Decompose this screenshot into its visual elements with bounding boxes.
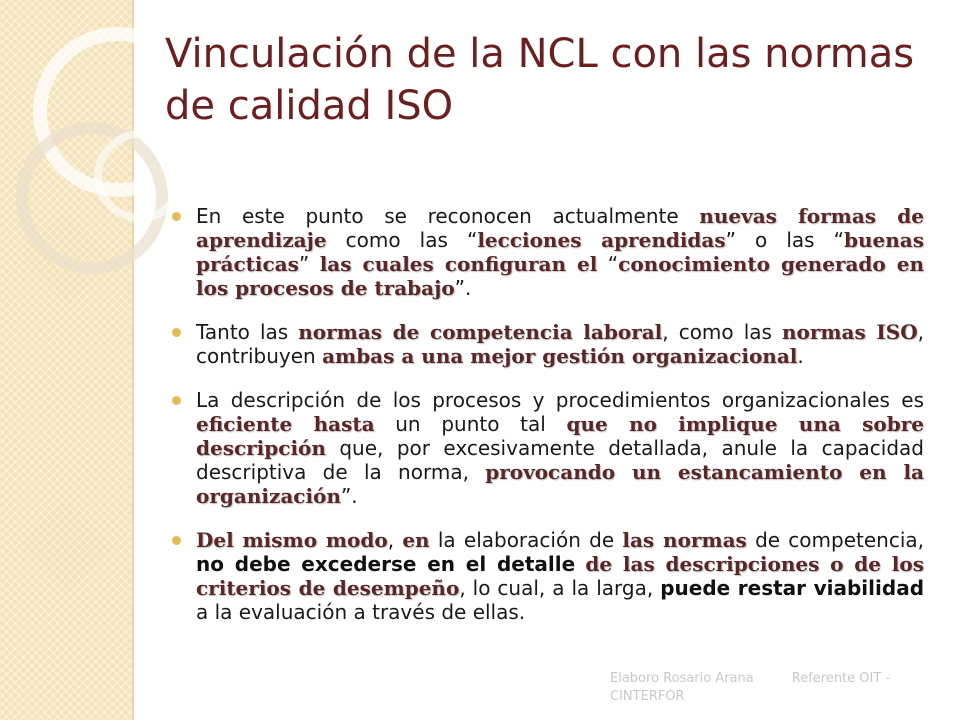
- bullet-text: la elaboración de: [429, 528, 623, 552]
- bullet-dot-icon: [172, 536, 181, 545]
- bullet-text: La descripción de los procesos y procedimientos organizacionales es: [196, 388, 924, 412]
- bullet-emphasis: conocimiento generado en los procesos de trabajo: [196, 252, 925, 300]
- bullet-text: ”: [298, 252, 320, 276]
- bullet-emphasis: provocando un estancamiento en la organización: [196, 460, 924, 508]
- slide-title: Vinculación de la NCL con las normas de calidad ISO: [165, 31, 915, 129]
- bullet-text: .: [797, 344, 804, 368]
- bullet-text: [575, 552, 585, 576]
- bullet-item: [172, 388, 924, 508]
- bullet-emphasis: eficiente hasta: [196, 412, 375, 436]
- bullet-text: En este punto se reconocen actualmente: [196, 204, 700, 228]
- bullet-text: ,: [387, 528, 403, 552]
- bullet-content: [172, 204, 924, 644]
- bullet-emphasis: las normas: [622, 528, 747, 552]
- footer-reference: Referente OIT - CINTERFOR: [610, 671, 891, 704]
- bullet-text: que, por excesivamente detallada, anule la capacidad descriptiva de la norma,: [196, 436, 924, 484]
- bullet-emphasis: que no implique una sobre descripción: [196, 412, 924, 460]
- bullet-emphasis: de las descripciones o de los criterios de desempeño: [196, 552, 924, 600]
- bullet-text: ”.: [454, 276, 472, 300]
- slide-footer: [610, 670, 910, 706]
- bullet-dot-icon: [172, 212, 181, 221]
- bullet-text: un punto tal: [374, 412, 567, 436]
- bullet-emphasis: no debe excederse en el detalle: [196, 552, 576, 576]
- bullet-emphasis: puede restar viabilidad: [660, 576, 925, 600]
- bullet-text: de competencia,: [746, 528, 925, 552]
- bullet-emphasis: normas ISO: [781, 320, 918, 344]
- footer-author: Elaboro Rosario Arana: [610, 671, 754, 686]
- bullet-emphasis: normas de competencia laboral: [298, 320, 663, 344]
- bullet-item: [172, 320, 924, 368]
- bullet-emphasis: las cuales configuran el: [319, 252, 598, 276]
- bullet-emphasis: en: [402, 528, 430, 552]
- bullet-text: , contribuyen: [196, 320, 924, 368]
- bullet-text: ”.: [340, 484, 358, 508]
- bullet-text: , lo cual, a la larga,: [459, 576, 661, 600]
- bullet-emphasis: Del mismo modo: [196, 528, 388, 552]
- bullet-list: [172, 204, 924, 624]
- bullet-text: , como las: [662, 320, 782, 344]
- bullet-emphasis: buenas prácticas: [196, 228, 924, 276]
- bullet-item: [172, 528, 924, 624]
- bullet-emphasis: ambas a una mejor gestión organizacional: [322, 344, 798, 368]
- bullet-emphasis: nuevas formas de aprendizaje: [196, 204, 924, 252]
- bullet-emphasis: lecciones aprendidas: [477, 228, 726, 252]
- bullet-dot-icon: [172, 328, 181, 337]
- bullet-item: [172, 204, 924, 300]
- bullet-text: como las “: [326, 228, 478, 252]
- bullet-dot-icon: [172, 396, 181, 405]
- bullet-text: Tanto las: [196, 320, 299, 344]
- bullet-text: ” o las “: [725, 228, 844, 252]
- bullet-text: “: [597, 252, 619, 276]
- bullet-text: a la evaluación a través de ellas.: [196, 600, 526, 624]
